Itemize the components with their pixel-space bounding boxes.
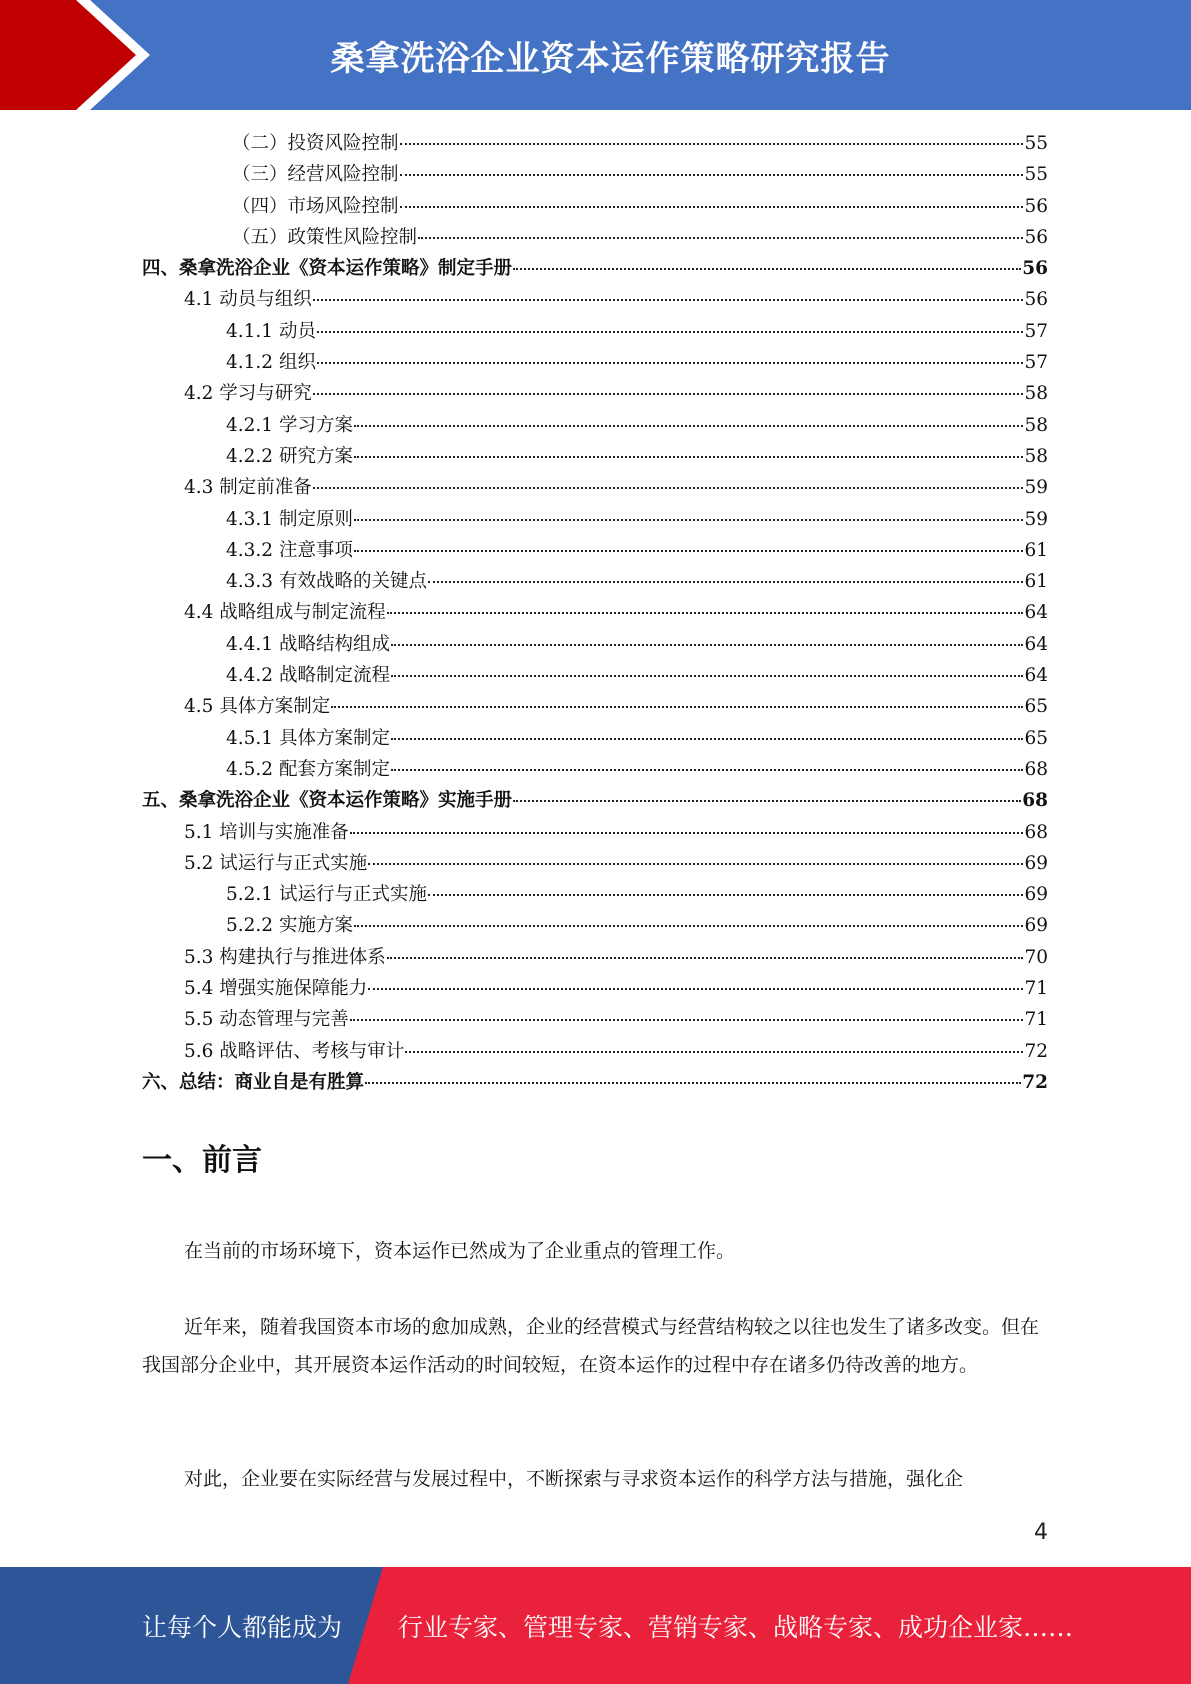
toc-leader-dots <box>387 956 1024 959</box>
toc-entry-label: 4.3.2 注意事项 <box>226 539 353 561</box>
toc-entry[interactable] <box>142 128 1048 159</box>
toc-entry[interactable] <box>142 848 1048 879</box>
toc-entry-label: 4.4.2 战略制定流程 <box>226 665 390 687</box>
toc-entry-page: 64 <box>1024 633 1048 655</box>
toc-entry[interactable] <box>142 973 1048 1004</box>
toc-leader-dots <box>400 142 1024 145</box>
toc-entry-page: 58 <box>1024 445 1048 467</box>
toc-entry-label: 四、桑拿洗浴企业《资本运作策略》制定手册 <box>142 258 513 280</box>
toc-entry-label: 4.2 学习与研究 <box>184 383 312 405</box>
toc-entry-label: （五）政策性风险控制 <box>232 226 418 248</box>
table-of-contents <box>142 128 1048 1098</box>
toc-entry[interactable] <box>142 660 1048 691</box>
toc-leader-dots <box>428 893 1023 896</box>
toc-entry[interactable] <box>142 817 1048 848</box>
footer-banner <box>0 1567 1191 1684</box>
toc-entry-label: 5.6 战略评估、考核与审计 <box>184 1040 405 1062</box>
toc-entry-page: 61 <box>1024 539 1048 561</box>
footer-slogan-right: 行业专家、管理专家、营销专家、战略专家、成功企业家…… <box>398 1612 1074 1642</box>
toc-entry-page: 56 <box>1022 258 1048 280</box>
toc-entry-label: 5.4 增强实施保障能力 <box>184 978 368 1000</box>
toc-entry-page: 55 <box>1024 164 1048 186</box>
toc-leader-dots <box>350 831 1024 834</box>
toc-entry-label: 5.1 培训与实施准备 <box>184 821 349 843</box>
toc-leader-dots <box>391 768 1023 771</box>
toc-entry[interactable] <box>142 629 1048 660</box>
toc-entry[interactable] <box>142 754 1048 785</box>
paragraph: 对此，企业要在实际经营与发展过程中，不断探索与寻求资本运作的科学方法与措施，强化企 <box>184 1468 964 1490</box>
toc-entry[interactable] <box>142 222 1048 253</box>
toc-entry-label: 4.3.3 有效战略的关键点 <box>226 571 427 593</box>
toc-entry-label: 5.3 构建执行与推进体系 <box>184 946 386 968</box>
toc-entry-label: 4.2.1 学习方案 <box>226 414 353 436</box>
toc-entry-page: 65 <box>1024 727 1048 749</box>
toc-entry[interactable] <box>142 566 1048 597</box>
toc-entry[interactable] <box>142 441 1048 472</box>
toc-entry-page: 56 <box>1024 226 1048 248</box>
toc-entry[interactable] <box>142 410 1048 441</box>
toc-entry-label: 4.1.1 动员 <box>226 320 316 342</box>
toc-entry-page: 71 <box>1024 1009 1048 1031</box>
toc-entry[interactable] <box>142 597 1048 628</box>
toc-entry[interactable] <box>142 535 1048 566</box>
toc-entry-page: 57 <box>1024 352 1048 374</box>
toc-entry-label: 4.4.1 战略结构组成 <box>226 633 390 655</box>
toc-entry-page: 55 <box>1024 133 1048 154</box>
toc-entry[interactable] <box>142 284 1048 315</box>
toc-leader-dots <box>354 924 1024 927</box>
toc-entry-page: 69 <box>1024 915 1048 937</box>
header-chevron-icon <box>0 0 160 110</box>
toc-leader-dots <box>354 424 1024 427</box>
paragraph: 近年来，随着我国资本市场的愈加成熟，企业的经营模式与经营结构较之以往也发生了诸多改变。但在我国部分企业中，其开展资本运作活动的时间较短，在资本运作的过程中存在诸多仍待改善的地方。 <box>142 1316 1040 1376</box>
toc-leader-dots <box>391 643 1023 646</box>
toc-leader-dots <box>391 674 1023 677</box>
toc-entry-page: 72 <box>1024 1040 1048 1062</box>
toc-leader-dots <box>418 236 1023 239</box>
toc-entry[interactable] <box>142 191 1048 222</box>
paragraph: 在当前的市场环境下，资本运作已然成为了企业重点的管理工作。 <box>184 1240 736 1262</box>
toc-entry-label: 4.1.2 组织 <box>226 352 316 374</box>
toc-entry-page: 56 <box>1024 289 1048 311</box>
toc-entry[interactable] <box>142 942 1048 973</box>
toc-entry-label: 4.1 动员与组织 <box>184 289 312 311</box>
header-banner <box>0 0 1191 110</box>
toc-leader-dots <box>313 486 1024 489</box>
toc-entry-page: 70 <box>1024 946 1048 968</box>
toc-entry-page: 64 <box>1024 665 1048 687</box>
toc-entry-page: 68 <box>1024 758 1048 780</box>
toc-leader-dots <box>331 705 1023 708</box>
toc-entry-page: 65 <box>1024 696 1048 718</box>
toc-entry-page: 72 <box>1022 1071 1048 1093</box>
toc-entry[interactable] <box>142 910 1048 941</box>
report-title: 桑拿洗浴企业资本运作策略研究报告 <box>330 38 891 79</box>
toc-leader-dots <box>365 1081 1021 1084</box>
toc-entry-label: 4.5.1 具体方案制定 <box>226 727 390 749</box>
toc-entry-label: 5.2.2 实施方案 <box>226 915 353 937</box>
toc-leader-dots <box>428 580 1023 583</box>
section-heading: 一、前言 <box>142 1143 262 1178</box>
toc-leader-dots <box>354 549 1024 552</box>
toc-entry-page: 61 <box>1024 571 1048 593</box>
toc-leader-dots <box>368 987 1023 990</box>
toc-leader-dots <box>354 455 1024 458</box>
toc-entry-label: 4.3.1 制定原则 <box>226 508 353 530</box>
toc-leader-dots <box>354 518 1024 521</box>
toc-leader-dots <box>350 1018 1024 1021</box>
toc-entry[interactable] <box>142 347 1048 378</box>
toc-entry-label: 4.4 战略组成与制定流程 <box>184 602 386 624</box>
toc-entry-page: 64 <box>1024 602 1048 624</box>
toc-leader-dots <box>513 799 1021 802</box>
toc-entry-label: 4.2.2 研究方案 <box>226 445 353 467</box>
toc-entry[interactable] <box>142 1004 1048 1035</box>
page-number: 4 <box>1034 1520 1048 1545</box>
toc-entry[interactable] <box>142 253 1048 284</box>
toc-leader-dots <box>391 737 1023 740</box>
toc-entry[interactable] <box>142 159 1048 190</box>
toc-entry[interactable] <box>142 1067 1048 1098</box>
toc-entry-label: （三）经营风险控制 <box>232 164 399 186</box>
toc-leader-dots <box>513 267 1021 270</box>
toc-leader-dots <box>317 330 1024 333</box>
toc-entry-label: 5.2.1 试运行与正式实施 <box>226 884 427 906</box>
toc-entry-label: 4.3 制定前准备 <box>184 477 312 499</box>
toc-entry-label: 5.5 动态管理与完善 <box>184 1009 349 1031</box>
toc-entry-page: 58 <box>1024 383 1048 405</box>
toc-entry-label: 五、桑拿洗浴企业《资本运作策略》实施手册 <box>142 790 513 812</box>
toc-entry-page: 69 <box>1024 852 1048 874</box>
toc-leader-dots <box>405 1050 1023 1053</box>
toc-entry[interactable] <box>142 785 1048 816</box>
toc-leader-dots <box>400 173 1024 176</box>
toc-entry[interactable] <box>142 691 1048 722</box>
toc-leader-dots <box>317 361 1024 364</box>
toc-entry-page: 71 <box>1024 978 1048 1000</box>
toc-entry-page: 59 <box>1024 477 1048 499</box>
toc-entry-label: 5.2 试运行与正式实施 <box>184 852 368 874</box>
toc-leader-dots <box>313 298 1024 301</box>
toc-entry-label: 4.5.2 配套方案制定 <box>226 758 390 780</box>
toc-leader-dots <box>368 862 1023 865</box>
toc-entry-label: 4.5 具体方案制定 <box>184 696 331 718</box>
toc-leader-dots <box>313 392 1024 395</box>
toc-leader-dots <box>387 611 1024 614</box>
toc-entry[interactable] <box>142 1036 1048 1067</box>
toc-entry-page: 69 <box>1024 884 1048 906</box>
toc-entry[interactable] <box>142 378 1048 409</box>
toc-entry-page: 58 <box>1024 414 1048 436</box>
toc-entry[interactable] <box>142 504 1048 535</box>
toc-entry-page: 59 <box>1024 508 1048 530</box>
toc-entry[interactable] <box>142 472 1048 503</box>
toc-entry-label: （四）市场风险控制 <box>232 195 399 217</box>
toc-entry-page: 68 <box>1022 790 1048 812</box>
toc-entry-page: 56 <box>1024 195 1048 217</box>
toc-entry-page: 57 <box>1024 320 1048 342</box>
toc-entry[interactable] <box>142 879 1048 910</box>
footer-slogan-left: 让每个人都能成为 <box>142 1612 343 1642</box>
toc-entry-label: 六、总结：商业自是有胜算 <box>142 1071 365 1093</box>
toc-entry[interactable] <box>142 723 1048 754</box>
toc-leader-dots <box>400 205 1024 208</box>
toc-entry-page: 68 <box>1024 821 1048 843</box>
toc-entry[interactable] <box>142 316 1048 347</box>
toc-entry-label: （二）投资风险控制 <box>232 133 399 154</box>
